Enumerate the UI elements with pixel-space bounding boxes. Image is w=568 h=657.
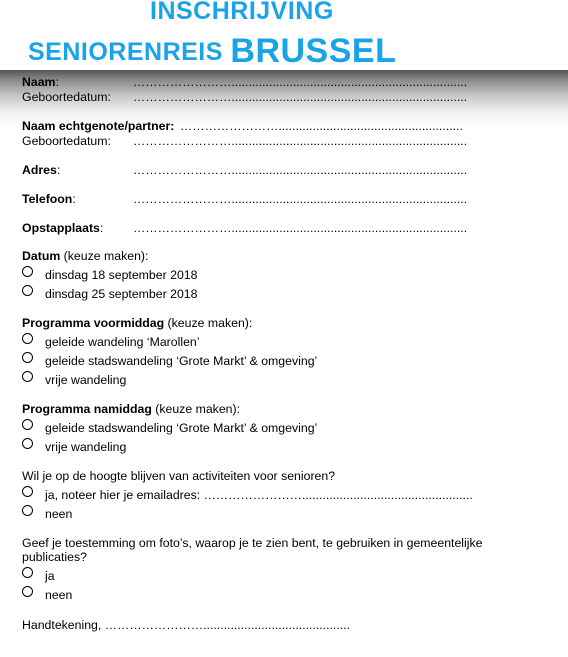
field-handtekening-dots[interactable]: ……………………........................................... <box>104 618 351 632</box>
radio-circle-icon[interactable] <box>22 285 33 296</box>
radio-circle-icon[interactable] <box>22 567 33 578</box>
field-partner-dots[interactable]: ……………………...................................................... <box>180 119 463 133</box>
field-opstapplaats-dots[interactable]: ……………………..................................................................... <box>133 221 468 235</box>
radio-circle-icon[interactable] <box>22 486 33 497</box>
namiddag-heading <box>22 402 240 416</box>
field-opstapplaats-colon: : <box>99 221 104 235</box>
radio-circle-icon[interactable] <box>22 333 33 344</box>
namiddag-heading-label: Programma namiddag <box>22 402 152 416</box>
field-naam[interactable] <box>22 75 468 89</box>
field-naam-colon: : <box>55 75 59 89</box>
option-datum-2-label: dinsdag 25 september 2018 <box>45 287 198 301</box>
option-voormiddag-1-label: geleide wandeling ‘Marollen’ <box>45 335 200 349</box>
voormiddag-heading <box>22 316 252 330</box>
field-geboortedatum-1[interactable] <box>22 90 468 104</box>
option-namiddag-1-label: geleide stadswandeling ‘Grote Markt’ & omgeving’ <box>45 421 318 435</box>
namiddag-heading-note: (keuze maken): <box>151 402 241 416</box>
field-geboortedatum-2-dots[interactable]: ……………………..................................................................... <box>133 134 468 148</box>
field-handtekening-label: Handtekening, <box>22 618 105 632</box>
radio-circle-icon[interactable] <box>22 438 33 449</box>
field-opstapplaats[interactable] <box>22 221 468 235</box>
title-seniorenreis-text: SENIORENREIS <box>28 38 223 66</box>
option-voormiddag-3-label: vrije wandeling <box>45 373 127 387</box>
option-activiteiten-neen-label: neen <box>45 507 73 521</box>
option-namiddag-2-label: vrije wandeling <box>45 440 127 454</box>
field-telefoon-colon: : <box>72 192 76 206</box>
radio-circle-icon[interactable] <box>22 586 33 597</box>
option-fotos-ja-label: ja <box>45 569 55 583</box>
field-adres-colon: : <box>56 163 61 177</box>
radio-circle-icon[interactable] <box>22 505 33 516</box>
radio-circle-icon[interactable] <box>22 266 33 277</box>
radio-circle-icon[interactable] <box>22 352 33 363</box>
field-opstapplaats-label: Opstapplaats <box>22 221 100 235</box>
datum-heading-label: Datum <box>22 249 61 263</box>
field-adres-label: Adres <box>22 163 57 177</box>
field-naam-label: Naam <box>22 75 56 89</box>
fotos-question-line1: Geef je toestemming om foto’s, waarop je te zien bent, te gebruiken in gemeentelijke <box>22 536 483 550</box>
field-adres[interactable] <box>22 163 468 177</box>
field-telefoon[interactable] <box>22 192 468 206</box>
field-adres-dots[interactable]: ……………………..................................................................... <box>133 163 468 177</box>
option-voormiddag-2-label: geleide stadswandeling ‘Grote Markt’ & omgeving’ <box>45 354 318 368</box>
option-activiteiten-ja-label <box>45 488 473 502</box>
field-naam-dots[interactable]: ……………………..................................................................... <box>133 75 468 89</box>
title-inschrijving: INSCHRIJVING <box>150 0 334 25</box>
voormiddag-heading-label: Programma voormiddag <box>22 316 165 330</box>
activiteiten-question: Wil je op de hoogte blijven van activiteiten voor senioren? <box>22 469 336 483</box>
option-fotos-neen-label: neen <box>45 588 73 602</box>
field-handtekening[interactable] <box>22 618 350 632</box>
fotos-question-line2: publicaties? <box>22 550 87 564</box>
radio-circle-icon[interactable] <box>22 371 33 382</box>
option-datum-1-label: dinsdag 18 september 2018 <box>45 268 198 282</box>
datum-heading <box>22 249 148 263</box>
radio-circle-icon[interactable] <box>22 419 33 430</box>
field-geboortedatum-2[interactable] <box>22 134 468 148</box>
field-geboortedatum-1-dots[interactable]: ……………………..................................................................... <box>133 90 468 104</box>
field-partner[interactable] <box>22 119 463 133</box>
field-telefoon-label: Telefoon <box>22 192 73 206</box>
field-geboortedatum-1-label: Geboortedatum: <box>22 90 111 104</box>
field-geboortedatum-2-label: Geboortedatum: <box>22 134 111 148</box>
option-activiteiten-ja-text: ja, noteer hier je emailadres: <box>45 488 204 502</box>
title-brussel: BRUSSEL <box>230 32 397 70</box>
field-telefoon-dots[interactable]: ……………………..................................................................... <box>133 192 468 206</box>
voormiddag-heading-note: (keuze maken): <box>164 316 253 330</box>
field-partner-label: Naam echtgenote/partner: <box>22 119 175 133</box>
datum-heading-note: (keuze maken): <box>60 249 149 263</box>
email-dots-field[interactable]: …………………….................................................. <box>203 488 473 502</box>
